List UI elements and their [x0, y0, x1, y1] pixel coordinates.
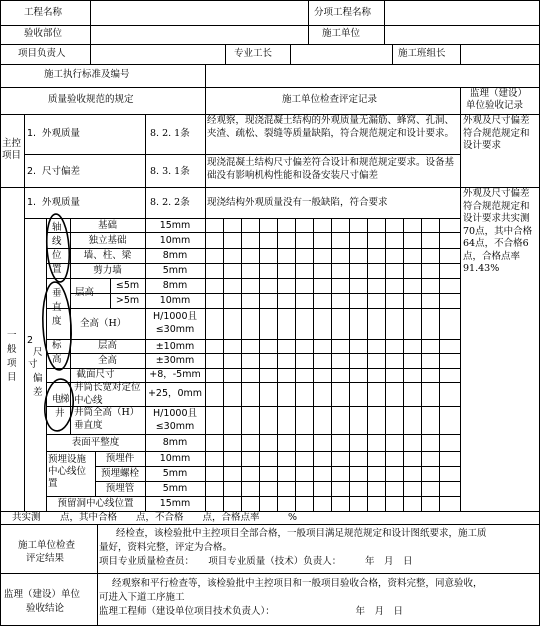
summary-text: 点，其中合格 点，不合格 点，合格点率 % — [60, 512, 298, 523]
supervision-header-line2: 单位验收记录 — [466, 100, 524, 111]
supervision-header-line1: 监理（建设） — [470, 88, 528, 99]
row-shaft-dimension: 井筒长宽对定位中心线 — [74, 382, 141, 406]
team-leader-label: 施工班组长 — [398, 48, 446, 59]
gen-item2-char3: 偏 — [33, 373, 43, 384]
tol-16: 15mm — [159, 498, 191, 509]
row-elev-full: 全高 — [97, 355, 117, 366]
supervision-result-line2: 可进入下道工序施工 — [99, 592, 185, 603]
construction-result-line3: 项目专业质量检查员： 项目专业质量（技术）负责人： 年 月 日 — [99, 556, 413, 567]
supervision-result-line3: 监理工程师（建设单位项目技术负责人）： 年 月 日 — [99, 606, 404, 617]
tol-10: +25，0mm — [147, 388, 203, 399]
gen-item1-clause: 8. 2. 2条 — [150, 197, 190, 208]
row-le5m: ≤5m — [115, 280, 140, 291]
axis-label-2: 线 — [52, 236, 62, 247]
row-embed-part: 预埋件 — [105, 453, 135, 464]
construction-result-line2: 量好，资料完整，评定为合格。 — [99, 542, 233, 553]
tol-7: ±10mm — [155, 341, 195, 352]
gen-item1-no: 1. — [27, 197, 37, 208]
tol-2: 8mm — [162, 250, 188, 261]
tol-12: 8mm — [162, 437, 188, 448]
project-manager-label: 项目负责人 — [18, 48, 66, 59]
project-name-label: 工程名称 — [24, 7, 63, 18]
tol-9: +8，-5mm — [149, 369, 201, 380]
construction-unit-label: 施工单位 — [322, 28, 361, 39]
tol-4: 8mm — [162, 280, 188, 291]
general-label-1: 一 — [7, 330, 17, 341]
axis-label-3: 位 — [52, 250, 62, 261]
general-label-3: 项 — [7, 358, 17, 369]
tol-14: 5mm — [162, 468, 188, 479]
general-label-4: 目 — [7, 372, 17, 383]
gen-item2-no: 2 — [27, 335, 34, 346]
mc-row1-name: 外观质量 — [42, 128, 81, 139]
tol-3: 5mm — [162, 265, 188, 276]
construction-result-line1: 经检查，该检验批中主控项目全部合格，一般项目满足规范规定和设计图纸要求，施工质 — [116, 528, 487, 539]
gen-supervision: 外观及尺寸偏差符合规范规定和设计要求共实测70点，其中合格64点，不合格6点，合格点率91.43% — [463, 188, 533, 274]
row-foundation: 基础 — [97, 220, 117, 231]
gen-item2-char4: 差 — [33, 387, 43, 398]
vertical-label-3: 度 — [52, 316, 62, 327]
row-floor-height: 层高 — [75, 287, 95, 298]
supervision-result-line1: 经观察和平行检查等，该检验批中主控项目和一般项目验收合格，资料完整，同意验收， — [112, 578, 483, 589]
embed-label: 预埋设施中心线位置 — [48, 454, 87, 489]
gen-item1-name: 外观质量 — [42, 197, 81, 208]
elevation-label-1: 标 — [52, 340, 62, 351]
mc-supervision: 外观及尺寸偏差符合规范规定和设计要求 — [463, 115, 530, 151]
mc-row2-record: 现浇混凝土结构尺寸偏差符合设计和规范规定要求。设备基础没有影响机构性能和设备安装尺寸偏差 — [207, 157, 455, 181]
main-control-label-1: 主控 — [2, 138, 22, 149]
vertical-label-2: 直 — [52, 302, 62, 313]
mc-row2-no: 2. — [27, 166, 37, 177]
mc-row2-name: 尺寸偏差 — [42, 166, 81, 177]
acceptance-part-label: 验收部位 — [24, 28, 63, 39]
axis-label-1: 轴 — [52, 222, 62, 233]
supervision-result-label-2: 验收结论 — [26, 603, 65, 614]
axis-label-4: 置 — [52, 264, 62, 275]
row-embed-bolt: 预埋螺栓 — [100, 468, 139, 479]
elevator-label-1: 电 — [52, 394, 62, 405]
gen-item2-char2: 寸 — [28, 359, 38, 370]
row-elev-floor: 层高 — [97, 340, 117, 351]
spec-column-header: 质量验收规范的规定 — [48, 94, 134, 105]
gen-item1-record: 现浇结构外观质量没有一般缺陷，符合要求 — [207, 197, 388, 208]
elevation-label-2: 高 — [52, 354, 62, 365]
tol-6: H/1000且≤30mm — [152, 311, 198, 335]
row-embed-pipe: 预埋管 — [105, 483, 135, 494]
row-section-size: 截面尺寸 — [76, 369, 115, 380]
main-control-label-2: 项目 — [2, 150, 22, 161]
mc-row1-clause: 8. 2. 1条 — [150, 128, 190, 139]
row-gt5m: >5m — [115, 295, 140, 306]
construction-check-header: 施工单位检查评定记录 — [282, 94, 378, 105]
tol-11: H/1000且≤30mm — [152, 408, 198, 432]
tol-0: 15mm — [159, 220, 191, 231]
row-independent-foundation: 独立基础 — [88, 235, 127, 246]
standard-label: 施工执行标准及编号 — [44, 69, 130, 80]
sub-project-name-label: 分项工程名称 — [314, 7, 372, 18]
row-reserved-hole: 预留洞中心线位置 — [57, 498, 134, 509]
mc-row1-no: 1. — [27, 128, 37, 139]
row-flatness: 表面平整度 — [71, 437, 120, 448]
general-label-2: 般 — [7, 344, 17, 355]
summary-measured: 共实测 — [12, 512, 41, 523]
elevator-label-2: 梯 — [60, 394, 70, 405]
gen-item2-char1: 尺 — [33, 347, 43, 358]
vertical-label-1: 垂 — [52, 288, 62, 299]
construction-result-label-2: 评定结果 — [26, 553, 65, 564]
row-shaft-verticality: 井筒全高（H）垂直度 — [74, 407, 140, 431]
tol-5: 10mm — [159, 295, 191, 306]
tol-15: 5mm — [162, 483, 188, 494]
elevator-label-3: 井 — [55, 408, 65, 419]
supervision-result-label-1: 监理（建设）单位 — [4, 589, 81, 600]
row-shear-wall: 剪力墙 — [93, 265, 122, 276]
tol-13: 10mm — [159, 453, 191, 464]
construction-result-label-1: 施工单位检查 — [18, 540, 76, 551]
row-wall-column-beam: 墙、柱、梁 — [83, 250, 132, 261]
tol-1: 10mm — [159, 235, 191, 246]
mc-row1-record: 经观察，现浇混凝土结构的外观质量无漏筋、蜂窝、孔洞、夹渣、疏松、裂缝等质量缺陷，符合规范规定和设计要求。 — [207, 115, 455, 139]
mc-row2-clause: 8. 3. 1条 — [150, 166, 190, 177]
tol-8: ±30mm — [155, 355, 195, 366]
foreman-label: 专业工长 — [234, 48, 273, 59]
row-full-height: 全高（H） — [80, 318, 127, 329]
